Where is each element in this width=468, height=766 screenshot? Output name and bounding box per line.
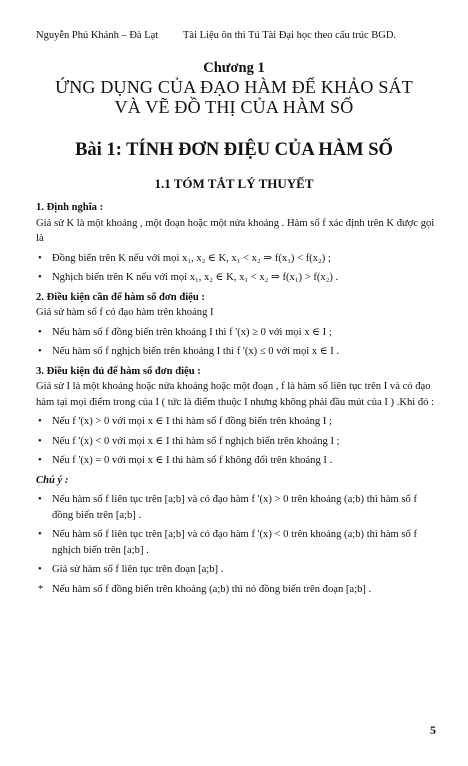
sufficient-condition-item-3: • Nếu f '(x) = 0 với mọi x ∈ I thì hàm số f không đổi trên khoảng I . [36,453,438,469]
document-body [36,200,438,601]
chapter-title-line-2: VÀ VẼ ĐỒ THỊ CỦA HÀM SỐ [114,97,354,117]
lesson-title: Bài 1: TÍNH ĐƠN ĐIỆU CỦA HÀM SỐ [75,140,393,160]
sufficient-condition-item-2: • Nếu f '(x) < 0 với mọi x ∈ I thì hàm số f nghịch biến trên khoảng I ; [36,434,438,450]
sufficient-condition-item-1: • Nếu f '(x) > 0 với mọi x ∈ I thì hàm số f đồng biến trên khoảng I ; [36,414,438,430]
page-number: 5 [430,723,436,737]
header-author: Nguyễn Phú Khánh – Đà Lạt [36,30,159,41]
note-item-1: • Nếu hàm số f liên tục trên [a;b] và có đạo hàm f '(x) > 0 trên khoảng (a;b) thì hàm số f đồng biến trên [a;b] . [36,492,438,523]
necessary-condition-item-1: • Nếu hàm số f đồng biến trên khoảng I thì f '(x) ≥ 0 với mọi x ∈ I ; [36,325,438,341]
necessary-condition-heading: 2. Điều kiện cần để hàm số đơn điệu : [36,291,205,303]
chapter-number: Chương 1 [203,60,265,76]
definition-increasing: • Đồng biến trên K nếu với mọi x₁, x₂ ∈ K, x₁ < x₂ ⇒ f(x₁) < f(x₂) ; [36,251,438,267]
necessary-condition-item-2: • Nếu hàm số f nghịch biến trên khoảng I thì f '(x) ≤ 0 với mọi x ∈ I . [36,344,438,360]
chapter-title-line-1: ỨNG DỤNG CỦA ĐẠO HÀM ĐỂ KHẢO SÁT [55,77,413,97]
definition-heading: 1. Định nghĩa : [36,202,104,213]
note-star-item: * Nếu hàm số f đồng biến trên khoảng (a;b) thì nó đồng biến trên đoạn [a;b] . [36,582,438,598]
header-book-title: Tài Liệu ôn thi Tú Tài Đại học theo cấu trúc BGD. [183,30,397,41]
note-item-2: • Nếu hàm số f liên tục trên [a;b] và có đạo hàm f '(x) < 0 trên khoảng (a;b) thì hàm số f nghịch biến trên [a;b] . [36,527,438,558]
definition-intro: Giả sử K là một khoảng , một đoạn hoặc một nửa khoảng . Hàm số f xác định trên K được gọi là [36,217,435,244]
section-title: 1.1 TÓM TẮT LÝ THUYẾT [154,176,314,191]
sufficient-condition-intro: Giả sử I là một khoảng hoặc nửa khoảng hoặc một đoạn , f là hàm số liên tục trên I và có đạo hàm tại mọi điểm trong của I ( tức là điểm thuộc I nhưng không phải đầu mút của I ) .Khi đó : [36,381,435,408]
note-heading: Chú ý : [36,474,69,486]
definition-decreasing: • Nghịch biến trên K nếu với mọi x₁, x₂ ∈ K, x₁ < x₂ ⇒ f(x₁) > f(x₂) . [36,270,438,286]
sufficient-condition-heading: 3. Điều kiện đủ để hàm số đơn điệu : [36,365,201,377]
chapter-heading [0,60,468,117]
note-item-3: • Giả sử hàm số f liên tục trên đoạn [a;b] . [36,562,438,578]
necessary-condition-intro: Giả sử hàm số f có đạo hàm trên khoảng I [36,307,214,318]
